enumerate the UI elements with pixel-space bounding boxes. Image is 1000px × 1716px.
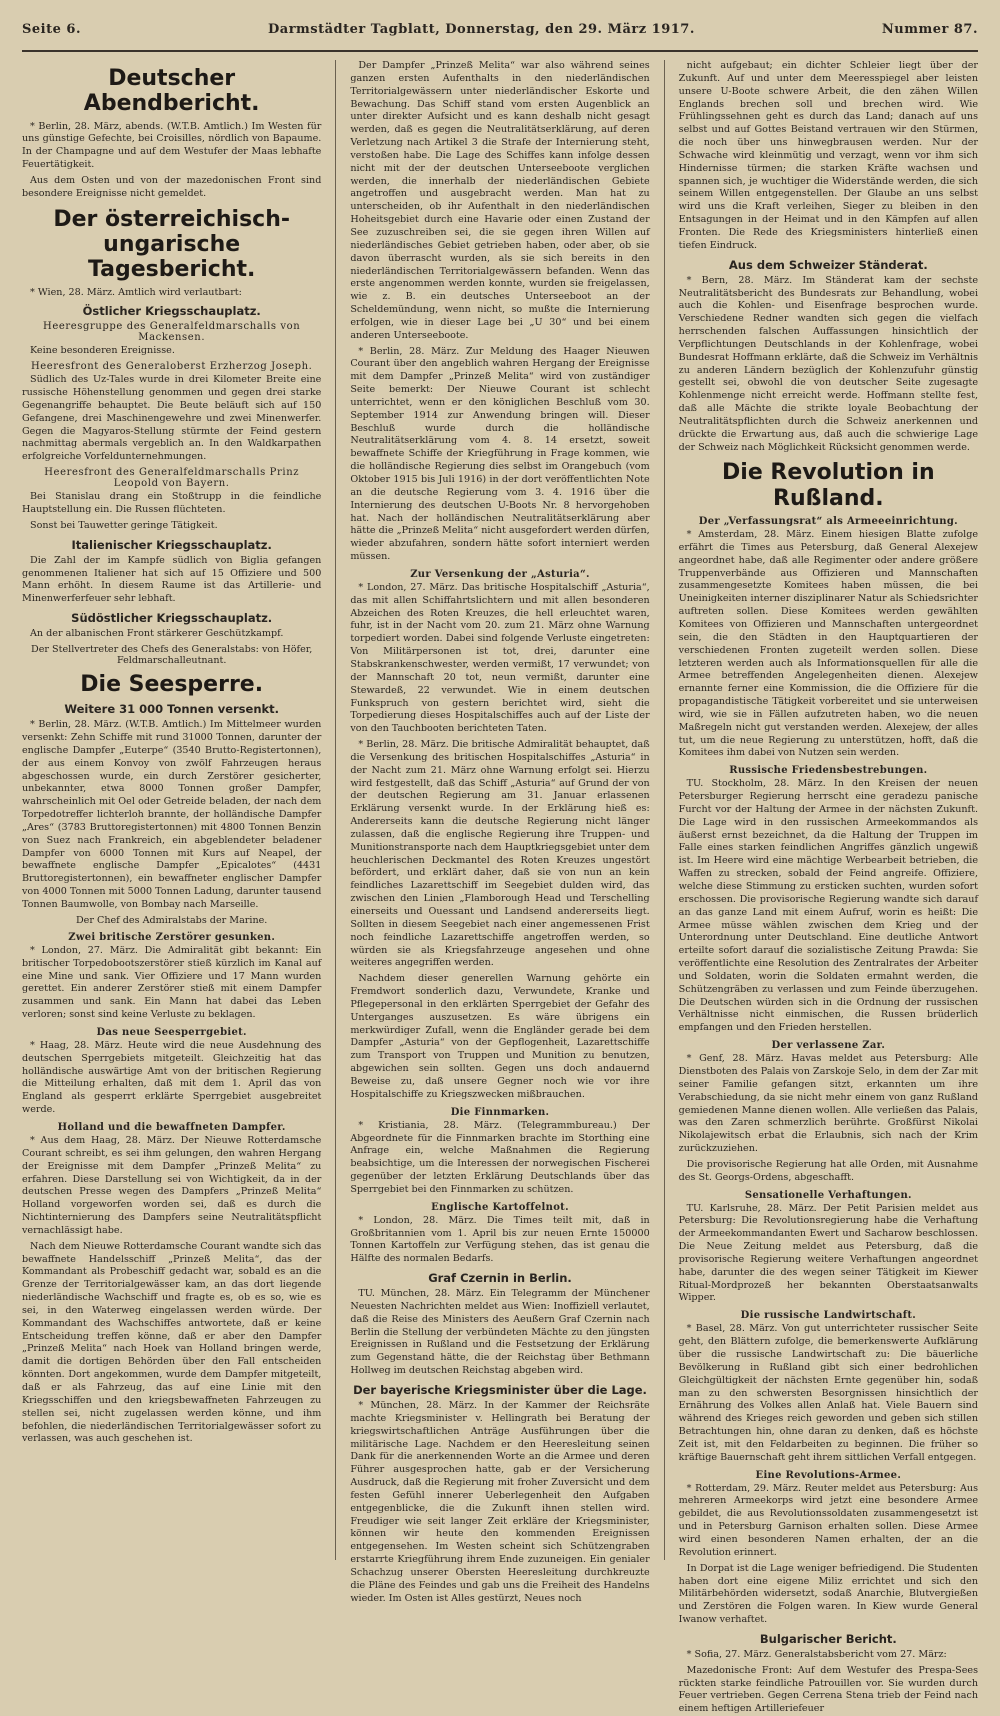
seesperre-title: Die Seesperre.	[80, 671, 264, 697]
column-1	[22, 60, 321, 1560]
melita-text-2: * Berlin, 28. März. Zur Meldung des Haager Nieuwen Courant über den angeblich wahren Hergang der Ereignisse mit dem Dampfer „Prinzeß Melita“ wird von zuständiger Seite bemerkt: Der Nieuwe Courant ist schlecht unterrichtet, wenn er den königlichen Beschluß vom 30. September 1914 zur Anwendung bringen will. Dieser Beschluß wurde durch die holländische Neutralitätserklärung vom 4. 8. 14 ersetzt, soweit bewaffnete Schiffe der Kriegführung in Frage kommen, wie die holländische Regierung dies selbst im Orangebuch (vom Oktober 1915 bis Juli 1916) in der dort veröffentlichten Note an die deutsche Regierung vom 3. 4. 1916 über die Internierung des deutschen U-Boots Nr. 8 hervorgehoben hat. Nach der holländischen Neutralitätserklärung aber hätte die „Prinzeß Melita“ nicht ausgefordert werden dürfen, wieder abzufahren, sondern hätte sofort interniert werden müssen.	[350, 345, 650, 563]
verfassungsrat-text: * Amsterdam, 28. März. Einem hiesigen Blatte zufolge erfährt die Times aus Petersburg, daß General Alexejew angeordnet habe, daß alle Regimenter oder andere größere Truppenverbände aus Offizieren und Mannschaften zusammengesetzte Komitees haben müssen, die bei Uneinigkeiten interner disziplinarer Natur als Schiedsrichter auftreten sollen. Diese Komitees werden gewählten Komitees von Offizieren und Mannschaften untergeordnet sein, die den Städten in den Hauptquartieren der verschiedenen Fronten zugeteilt werden sollen. Diese letzteren werden auch als Informationsquellen für alle die Armee betreffenden Angelegenheiten dienen. Alexejew ernannte ferner eine Kommission, die die Offiziere für die propagandistische Tätigkeit vorbereitet und sie unterweisen wird, wie sie in Fällen aufzutreten haben, wo die neuen Maßregeln nicht gut verstanden werden. Alexejew, der alles tut, um die neue Regierung zu unterstützen, hofft, daß die Komitees ihm dabei von Nutzen sein werden.	[678, 529, 979, 759]
kriegsminister-title: Der bayerische Kriegsminister über die Lage.	[353, 1383, 647, 1397]
seesperre-signature: Der Chef des Admiralstabs der Marine.	[75, 914, 268, 926]
landwirtschaft-title: Die russische Landwirtschaft.	[740, 1310, 917, 1322]
column-divider-2	[664, 60, 665, 1560]
verfassungsrat-title: Der „Verfassungsrat“ als Armeeeinrichtung.	[698, 516, 958, 528]
column-3	[678, 60, 979, 1715]
oesterreich-text-2: Südlich des Uz-Tales wurde in drei Kilometer Breite eine russische Höhenstellung genommen und gegen drei starke Gegenangriffe behauptet. Die Beute beläuft sich auf 150 Gefangene, drei Maschinengewehre und zwei Minenwerfer. Gegen die Magyaros-Stellung stürmte der Feind gestern nachmittag abermals vergeblich an. In den Waldkarpathen erfolgreiche Vorfeldunternehmungen.	[22, 374, 322, 463]
abendbericht-title: Deutscher Abendbericht.	[83, 66, 260, 117]
kriegsminister-continued: nicht aufgebaut; ein dichter Schleier liegt über der Zukunft. Auf und unter dem Meeresspiegel aber leisten unsere U-Boote schwere Arbeit, die den zähen Willen Englands brechen soll und brechen wird. Wie Frühlingssehnen geht es durch das Land; danach auf uns selbst und auf Gottes Beistand vertrauen wir den Stürmen, die noch über uns hinwegbrausen werden. Nur der Schwache wird kleinmütig und verzagt, wenn vor ihm sich Hindernisse türmen; die starken Kräfte wachsen und spannen sich, je wuchtiger die Widerstände werden, die sich seinem Willen entgegenstellen. Der Glaube an uns selbst wird uns die Kraft verleihen, Sieger zu bleiben in den Entsagungen in der Heimat und in den Kämpfen auf allen Fronten. Die Rede des Kriegsministers hinterließ einen tiefen Eindruck.	[678, 60, 979, 251]
column-divider-1	[335, 60, 336, 1560]
asturia-text-2: * Berlin, 28. März. Die britische Admiralität behauptet, daß die Versenkung des britischen Hospitalschiffes „Asturia“ in der Nacht zum 21. März ohne Warnung erfolgt sei. Hierzu wird festgestellt, daß das Schiff „Asturia“ auf Grund der von der deutschen Regierung am 31. Januar erlassenen Erklärung versenkt wurde. In der Erklärung hieß es: Andererseits kann die deutsche Regierung nicht länger zulassen, daß die englische Regierung ihre Truppen- und Munitionstransporte nach dem Hauptkriegsgebiet unter dem heuchlerischen Deckmantel des Roten Kreuzes ungestört befördert, und erklärt daher, daß sie von nun an kein feindliches Lazarettschiff im Seegebiet dulden wird, das zwischen den Linien „Flamborough Head und Terschelling einerseits und Ouessant und Landsend andererseits liegt. Sollten in diesem Seegebiet nach einer angemessenen Frist noch feindliche Lazarettschiffe angetroffen werden, so würden sie als Kriegsfahrzeuge angesehen und ohne weiteres angegriffen werden.	[350, 739, 650, 969]
zerstoerer-title: Zwei britische Zerstörer gesunken.	[68, 931, 276, 943]
finnmarken-title: Die Finnmarken.	[450, 1106, 550, 1118]
issue-number: Nummer 87.	[881, 22, 978, 37]
abendbericht-text: * Berlin, 28. März, abends. (W.T.B. Amtlich.) Im Westen für uns günstige Gefechte, bei Croisilles, nördlich von Bapaume. In der Champagne und auf dem Westufer der Maas lebhafte Feuertätigkeit.	[22, 120, 322, 171]
seesperrgebiet-title: Das neue Seesperrgebiet.	[96, 1026, 247, 1038]
seesperre-subtitle: Weitere 31 000 Tonnen versenkt.	[64, 702, 280, 717]
landwirtschaft-text: * Basel, 28. März. Von gut unterrichteter russischer Seite geht, den Blättern zufolge, die bemerkenswerte Aufklärung über die russische Landwirtschaft zu: Die bäuerliche Bevölkerung in Rußland gibt sich einer bedrohlichen Gleichgültigkeit der nächsten Ernte gegenüber hin, sodaß man zu den schwersten Besorgnissen hinsichtlich der Ernährung des Volkes allen Anlaß hat. Viele Bauern sind während des Krieges reich geworden und geben sich stillen Betrachtungen hin, ohne daran zu denken, daß es höchste Zeit ist, mit den Feldarbeiten zu beginnen. Die früher so kräftige Bauernschaft geht ihrem sittlichen Verfall entgegen.	[678, 1323, 979, 1463]
zar-text-2: Die provisorische Regierung hat alle Orden, mit Ausnahme des St. Georgs-Ordens, abgeschafft.	[678, 1158, 979, 1183]
revolutionsarmee-text-2: In Dorpat ist die Lage weniger befriedigend. Die Studenten haben dort eine eigene Miliz errichtet und sich den Militärbehörden widersetzt, sodaß Anarchie, Blutvergießen und Zerstören die Folgen waren. In Kiew wurde General Iwanow verhaftet.	[678, 1562, 979, 1626]
holland-text-2: Nach dem Nieuwe Rotterdamsche Courant wandte sich das bewaffnete Handelsschiff „Prinzeß Melita“, das der Kommandant als Probeschiff gedacht war, sobald es an die Grenze der Territorialgewässer kam, an das dort liegende niederländische Wachschiff und fragte es, ob es so, wie es sei, in den Waterweg eingelassen werden würde. Der Kommandant des Wachschiffes antwortete, daß er keine Entscheidung treffen könne, daß er aber den Dampfer „Prinzeß Melita“ nach Hoek van Holland bringen werde, damit die dortigen Behörden über den Fall entscheiden könnten. Dort angekommen, wurde dem Dampfer mitgeteilt, daß er als Fahrzeug, das auf eine Linie mit den Kriegsschiffen und den kriegsbewaffneten Fahrzeugen zu stellen sei, nicht zugelassen werden könne, und ihm befohlen, die niederländischen Territorialgewässer sofort zu verlassen, was auch geschehen ist.	[22, 1240, 322, 1445]
newspaper-masthead: Darmstädter Tagblatt, Donnerstag, den 29. März 1917.	[268, 22, 695, 37]
holland-title: Holland und die bewaffneten Dampfer.	[57, 1121, 286, 1133]
revolutionsarmee-title: Eine Revolutions-Armee.	[755, 1469, 902, 1481]
revolutionsarmee-text-1: * Rotterdam, 29. März. Reuter meldet aus Petersburg: Aus mehreren Armeekorps wird jetzt eine besondere Armee gebildet, die aus Revolutionssoldaten zusammengesetzt ist und in Petersburg Garnison erhalten sollen. Diese Armee wird einen besonderen Namen erhalten, der an die Revolution erinnert.	[678, 1482, 979, 1558]
finnmarken-text: * Kristiania, 28. März. (Telegrammbureau.) Der Abgeordnete für die Finnmarken brachte im Storthing eine Anfrage ein, welche Maßnahmen die Regierung beabsichtige, um die Interessen der norwegischen Fischerei gegenüber der letzten Erklärung Deutschlands über das Sperrgebiet bei den Finnmarken zu schützen.	[350, 1119, 650, 1195]
asturia-text-3: Nachdem dieser generellen Warnung gehörte ein Fremdwort sonderlich dazu, Verwundete, Kranke und Pflegepersonal in den erklärten Sperrgebiet der Gefahr des Unterganges auszusetzen. Es wäre übrigens ein merkwürdiger Zufall, wenn die Engländer gerade bei dem Dampfer „Asturia“ von der Gepflogenheit, Lazarettschiffe zum Transport von Truppen und Munition zu benutzen, abgewichen sein sollten. Gegen uns doch andauernd Beweise zu, daß unsere Gegner noch wie vor ihre Hospitalschiffe zu Kriegszwecken mißbrauchen.	[350, 973, 650, 1100]
zar-title: Der verlassene Zar.	[771, 1040, 886, 1052]
revolution-title: Die Revolution in Rußland.	[722, 460, 935, 511]
heeresfront-joseph: Heeresfront des Generaloberst Erzherzog Joseph.	[30, 361, 313, 373]
asturia-title: Zur Versenkung der „Asturia“.	[410, 568, 590, 580]
oesterreich-intro: * Wien, 28. März. Amtlich wird verlautbart:	[30, 286, 242, 298]
friedensbestrebungen-title: Russische Friedensbestrebungen.	[729, 765, 928, 777]
page-number: Seite 6.	[22, 22, 81, 37]
heeresgruppe-mackensen: Heeresgruppe des Generalfeldmarschalls von Mackensen.	[43, 321, 301, 344]
verhaftungen-text: TU. Karlsruhe, 28. März. Der Petit Parisien meldet aus Petersburg: Die Revolutionsregierung habe die Verhaftung der Armeekommandanten Ewert und Sacharow beschlossen. Die Neue Zeitung meldet aus Petersburg, daß die provisorische Regierung weitere Verhaftungen angeordnet habe, darunter die des wegen seiner Tätigkeit im Kiewer Ritual-Mordprozeß her bekannten Oberstaatsanwalts Wipper.	[678, 1202, 979, 1304]
holland-text-1: * Aus dem Haag, 28. März. Der Nieuwe Rotterdamsche Courant schreibt, es sei ihm gelungen, den wahren Hergang der Ereignisse mit dem Dampfer „Prinzeß Melita“ zu erfahren. Diese Darstellung sei von Wichtigkeit, da in der deutschen Presse wegen des Dampfers „Prinzeß Melita“ Holland vorgeworfen worden sei, daß es durch die Nichtinternierung des Dampfers seine Neutralitätspflicht vernachlässigt habe.	[22, 1134, 322, 1236]
kriegsminister-text: * München, 28. März. In der Kammer der Reichsräte machte Kriegsminister v. Hellingrath bei Beratung der kriegswirtschaftlichen Anträge Ausführungen über die militärische Lage. Nachdem er den Heeresleitung seinen Dank für die anerkennenden Worte an die Armee und deren Führer ausgesprochen hatte, gab er der Versicherung Ausdruck, daß die Regierung mit froher Zuversicht und dem festen Gefühl innerer Ueberlegenheit den Aufgaben entgegenblicke, die die Zukunft ihnen stellen wird. Freudiger wie seit langer Zeit erkläre der Kriegsminister, können wir heute den kommenden Ereignissen entgegensehen. Im Westen scheint sich Schützengraben erstarrte Kriegführung ihrem Ende zuzuneigen. Ein genialer Schachzug unserer Obersten Heeresleitung durchkreuzte die Pläne des Feindes und gab uns die Freiheit des Handelns wieder. Im Osten ist Alles gestürzt, Neues noch	[350, 1400, 650, 1604]
bulgarischer-bericht-title: Bulgarischer Bericht.	[759, 1631, 897, 1646]
asturia-text-1: * London, 27. März. Das britische Hospitalschiff „Asturia“, das mit allen Schiffahrtslichtern und mit allen besonderen Abzeichen des Roten Kreuzes, die hell erleuchtet waren, fuhr, ist in der Nacht vom 20. zum 21. März ohne Warnung torpediert worden. Dabei sind folgende Verluste eingetreten: Von Militärpersonen ist tot, drei, darunter eine Stabskrankenschwester, werden vermißt, 17 verwundet; von der Mannschaft 20 tot, neun vermißt, darunter eine Stewardeß, 22 verwundet. Wie in einem deutschen Funkspruch von gestern berichtet wird, sieht die Torpedierung dieses Hospitalschiffes auch auf der Liste der von den Tauchbooten berichteten Taten.	[350, 581, 650, 735]
bulgarischer-bericht-text-2: Mazedonische Front: Auf dem Westufer des Prespa-Sees rückten starke feindliche Patrouillen vor. Sie wurden durch Feuer vertrieben. Gegen Cerrena Stena trieb der Feind nach einem heftigen Artilleriefeuer	[678, 1664, 979, 1715]
columns	[22, 60, 979, 1715]
column-2	[350, 60, 650, 1604]
oesterreich-text-5: Die Zahl der im Kampfe südlich von Biglia gefangen genommenen Italiener hat sich auf 15 Offiziere und 500 Mann erhöht. In diesem Raume ist das Artillerie- und Minenwerferfeuer sehr lebhaft.	[22, 554, 322, 605]
header-rule	[22, 50, 978, 52]
melita-text-1: Der Dampfer „Prinzeß Melita“ war also während seines ganzen ersten Aufenthalts in den niederländischen Territorialgewässern unter niederländischer Eskorte und Bewachung. Das Schiff stand vom ersten Augenblick an unter direkter Aufsicht und es kann deshalb nicht gesagt werden, daß es gegen die Neutralitätserklärung, auf deren Verletzung nach Artikel 3 die Strafe der Internierung steht, verstoßen habe. Die Lage des Schiffes kann infolge dessen nicht mit der der deutschen Unterseeboote verglichen werden, die innerhalb der niederländischen Gebiete angetroffen und ausgebracht werden. Man hat zu unterscheiden, ob ihr Aufenthalt in den niederländischen Hoheitsgebiet durch eine Havarie oder einen Zustand der See zuzuschreiben sei, die sie gegen ihren Willen auf niederländisches Gebiet getrieben haben, oder aber, ob sie davon überrascht wurden, als sie sich bereits in den niederländischen Territorialgewässern befanden. Wenn das erste angenommen werden konnte, wurden sie freigelassen, wie z. B. ein deutsches Unterseeboot an der Scheldemündung, wenn nicht, so mußte die Internierung erfolgen, wie in dieser Lage bei „U 30“ und bei einem anderen Unterseeboote.	[350, 60, 650, 341]
zar-text-1: * Genf, 28. März. Havas meldet aus Petersburg: Alle Dienstboten des Palais von Zarskoje Selo, in dem der Zar mit seiner Familie gefangen sitzt, erkannten um ihre Verabschiedung, da sie nicht mehr einem von ganz Rußland gemiedenen Manne dienen wollen. Alle verließen das Palais, was den Zaren schmerzlich berührte. Großfürst Nikolai Nikolajewitsch erbat die Erlaubnis, sich nach der Krim zurückzuziehen.	[678, 1053, 979, 1155]
kartoffelnot-text: * London, 28. März. Die Times teilt mit, daß in Großbritannien vom 1. April bis zur neuen Ernte 150000 Tonnen Kartoffeln zur Verfügung stehen, das ist genau die Hälfte des normalen Bedarfs.	[350, 1214, 650, 1265]
verhaftungen-title: Sensationelle Verhaftungen.	[744, 1189, 912, 1201]
seesperre-text: * Berlin, 28. März. (W.T.B. Amtlich.) Im Mittelmeer wurden versenkt: Zehn Schiffe mit rund 31000 Tonnen, darunter der englische Dampfer „Euterpe“ (3540 Brutto-Registertonnen), der aus einem Konvoy von zwölf Fahrzeugen heraus abgeschossen wurde, ein durch Zerstörer gesicherter, unbekannter, etwa 8000 Tonnen großer Dampfer, wahrscheinlich mit Oel oder Getreide beladen, der nach dem Torpedotreffer lichterloh brannte, der holländische Dampfer „Ares“ (3783 Bruttoregistertonnen) mit 4800 Tonnen Benzin von Suez nach Frankreich, ein abgeblendeter beladener Dampfer von 6000 Tonnen mit Kurs auf Neapel, der bewaffnete englische Dampfer „Epicalotes“ (4431 Bruttoregistertonnen), ein bewaffneter englischer Dampfer von 4000 Tonnen mit 5000 Tonnen Ladung, darunter tausend Tonnen Baumwolle, von Bombay nach Marseille.	[22, 719, 322, 910]
czernin-title: Graf Czernin in Berlin.	[428, 1271, 572, 1286]
suedoestlicher-kriegsschauplatz: Südöstlicher Kriegsschauplatz.	[71, 611, 273, 626]
seesperrgebiet-text: * Haag, 28. März. Heute wird die neue Ausdehnung des deutschen Sperrgebiets mitgeteilt. Gleichzeitig hat das holländische auswärtige Amt von der britischen Regierung die Mitteilung erhalten, daß mit dem 1. April das von England als gesperrt erklärte Sperrgebiet ausgebreitet werde.	[22, 1039, 322, 1116]
page-header	[22, 22, 978, 44]
oesterreich-signature: Der Stellvertreter des Chefs des Generalstabs: von Höfer, Feldmarschalleutnant.	[31, 643, 313, 666]
oesterreich-title: Der österreichisch-ungarische Tagesbericht.	[53, 206, 291, 283]
oestlicher-kriegsschauplatz: Östlicher Kriegsschauplatz.	[82, 304, 261, 319]
oesterreich-text-3: Bei Stanislau drang ein Stoßtrupp in die feindliche Hauptstellung ein. Die Russen flüchteten.	[22, 491, 322, 515]
oesterreich-text-4: Sonst bei Tauwetter geringe Tätigkeit.	[30, 519, 218, 531]
bulgarischer-bericht-text-1: * Sofia, 27. März. Generalstabsbericht vom 27. März:	[686, 1648, 947, 1660]
heeresfront-leopold: Heeresfront des Generalfeldmarschalls Prinz Leopold von Bayern.	[44, 467, 300, 490]
kartoffelnot-title: Englische Kartoffelnot.	[431, 1201, 569, 1213]
italienischer-kriegsschauplatz: Italienischer Kriegsschauplatz.	[71, 537, 272, 552]
abendbericht-text-2: Aus dem Osten und von der mazedonischen Front sind besondere Ereignisse nicht gemeldet.	[22, 174, 322, 199]
czernin-text: TU. München, 28. März. Ein Telegramm der Münchener Neuesten Nachrichten meldet aus Wien: Inoffiziell verlautet, daß die Reise des Ministers des Aeußern Graf Czernin nach Berlin die Stellung der verbündeten Mächte zu den jüngsten Ereignissen in Rußland und die Festsetzung der Erklärung zum Gegenstand hätte, die der Reichstag über Bethmann Hollweg im deutschen Reichstag abgeben wird.	[350, 1288, 650, 1377]
friedensbestrebungen-text: TU. Stockholm, 28. März. In den Kreisen der neuen Petersburger Regierung herrscht eine geradezu panische Furcht vor der Haltung der Armee in der nächsten Zukunft. Die Lage wird in den russischen Armeekommandos als äußerst ernst bezeichnet, da die Haltung der Truppen im Falle eines starken feindlichen Angriffes gänzlich ungewiß ist. Im Heere wird eine mächtige Werbearbeit betrieben, die Waffen zu strecken, sobald der Feind angreife. Offiziere, welche diese Stimmung zu ersticken suchten, wurden sofort erschossen. Die provisorische Regierung wandte sich darauf an das ganze Land mit einem Aufruf, worin es heißt: Die Armee müsse wählen zwischen dem Krieg und der Unterordnung unter Deutschland. Eine deutliche Antwort erteilte sofort darauf die sozialistische Zeitung Prawda: Sie veröffentlichte eine Resolution des Zentralrates der Arbeiter und Soldaten, worin die Soldaten ermahnt werden, die Schützengräben zu verlassen und zum Feinde überzugehen. Die Deutschen würden sich in die Ordnung der russischen Verhältnisse nicht einmischen, die Russen brüderlich empfangen und den Frieden herstellen.	[678, 778, 979, 1034]
staenderat-title: Aus dem Schweizer Ständerat.	[728, 257, 928, 272]
staenderat-text: * Bern, 28. März. Im Ständerat kam der sechste Neutralitätsbericht des Bundesrats zur Behandlung, wobei auch die Kohlen- und Eisenfrage besprochen wurde. Verschiedene Redner wandten sich gegen die vielfach herrschenden falschen Auffassungen hinsichtlich der Verpflichtungen Deutschlands in der Kohlenfrage, wobei Bundesrat Hoffmann erklärte, daß die Schweiz im Verhältnis zu anderen Ländern bezüglich der Kohlenzufuhr günstig gestellt sei, obwohl die von deutscher Seite zugesagte Kohlenmenge nicht erreicht werde. Hoffmann stellte fest, daß alle Mächte die strikte loyale Beobachtung der Neutralitätspflichten durch die Schweiz anerkennen und drückte die Erwartung aus, daß auch die schwierige Lage der Schweiz nach Möglichkeit Rücksicht genommen werde.	[678, 274, 979, 453]
oesterreich-text-1: Keine besonderen Ereignisse.	[30, 345, 175, 357]
oesterreich-text-6: An der albanischen Front stärkerer Geschützkampf.	[30, 628, 284, 640]
zerstoerer-text: * London, 27. März. Die Admiralität gibt bekannt: Ein britischer Torpedobootszerstörer stieß kürzlich im Kanal auf eine Mine und sank. Vier Offiziere und 17 Mann wurden gerettet. Ein anderer Zerstörer stieß mit einem Dampfer zusammen und sank. Ein Mann hat dabei das Leben verloren; sonst sind keine Verluste zu beklagen.	[22, 944, 322, 1021]
